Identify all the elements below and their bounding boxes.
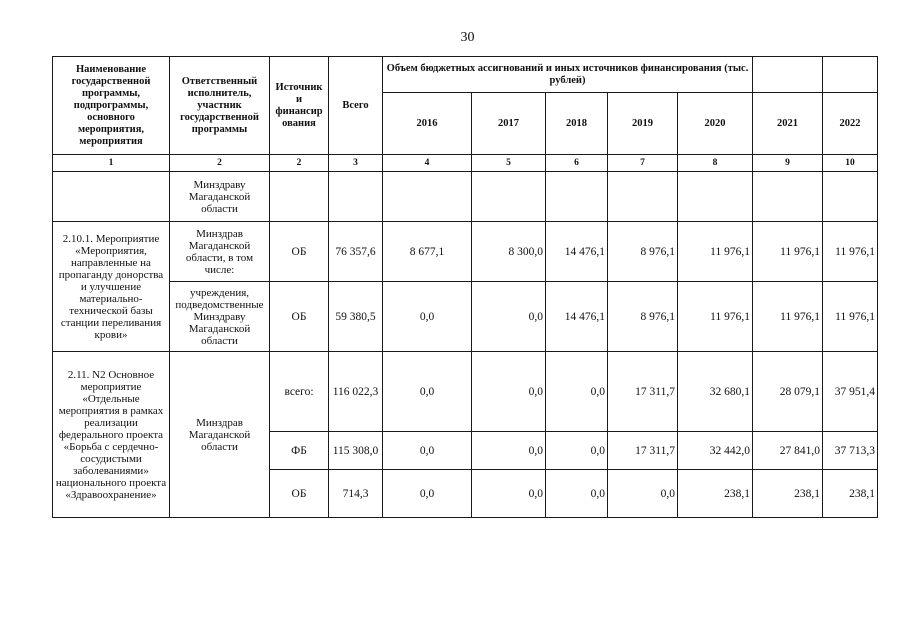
value-cell: 8 976,1	[608, 282, 678, 352]
value-cell: 37 951,4	[823, 352, 878, 432]
table-row	[53, 222, 878, 282]
column-number: 4	[383, 155, 472, 172]
cell-empty	[678, 172, 753, 222]
header-blank-9	[753, 57, 823, 93]
source-cell: ОБ	[270, 470, 329, 518]
value-cell: 11 976,1	[753, 222, 823, 282]
table-row	[53, 282, 878, 352]
cell-empty	[608, 172, 678, 222]
value-cell: 11 976,1	[753, 282, 823, 352]
header-year: 2017	[472, 93, 546, 155]
total-cell: 76 357,6	[329, 222, 383, 282]
value-cell: 14 476,1	[546, 282, 608, 352]
total-cell: 116 022,3	[329, 352, 383, 432]
value-cell: 238,1	[753, 470, 823, 518]
header-row-1	[53, 57, 878, 93]
column-number: 1	[53, 155, 170, 172]
value-cell: 238,1	[823, 470, 878, 518]
value-cell: 0,0	[472, 432, 546, 470]
value-cell: 8 300,0	[472, 222, 546, 282]
source-cell: ОБ	[270, 222, 329, 282]
value-cell: 32 680,1	[678, 352, 753, 432]
budget-table	[52, 56, 878, 518]
header-col-name: Наименование государственной программы, подпрограммы, основного мероприятия, мероприятия	[53, 57, 170, 155]
column-number: 2	[170, 155, 270, 172]
header-year: 2016	[383, 93, 472, 155]
header-blank-10	[823, 57, 878, 93]
executor-cell: Минздрав Магаданской области, в том числе:	[170, 222, 270, 282]
value-cell: 27 841,0	[753, 432, 823, 470]
cell-empty	[329, 172, 383, 222]
header-col-total: Всего	[329, 57, 383, 155]
value-cell: 8 976,1	[608, 222, 678, 282]
cell-empty	[383, 172, 472, 222]
value-cell: 28 079,1	[753, 352, 823, 432]
total-cell: 59 380,5	[329, 282, 383, 352]
cell-empty	[823, 172, 878, 222]
header-year: 2021	[753, 93, 823, 155]
executor-cell: учреждения, подведомственные Минздраву Магаданской области	[170, 282, 270, 352]
header-col-executor: Ответственный исполнитель, участник государственной программы	[170, 57, 270, 155]
value-cell: 37 713,3	[823, 432, 878, 470]
value-cell: 11 976,1	[823, 282, 878, 352]
header-year: 2022	[823, 93, 878, 155]
column-number: 3	[329, 155, 383, 172]
value-cell: 0,0	[546, 352, 608, 432]
cell-empty	[753, 172, 823, 222]
value-cell: 0,0	[383, 470, 472, 518]
table-row	[53, 352, 878, 432]
column-number: 8	[678, 155, 753, 172]
value-cell: 0,0	[472, 282, 546, 352]
source-cell: ФБ	[270, 432, 329, 470]
value-cell: 238,1	[678, 470, 753, 518]
value-cell: 0,0	[383, 282, 472, 352]
table-row	[53, 172, 878, 222]
header-col-source: Источник и финансир ования	[270, 57, 329, 155]
column-number: 6	[546, 155, 608, 172]
column-number: 7	[608, 155, 678, 172]
column-number: 5	[472, 155, 546, 172]
column-number: 10	[823, 155, 878, 172]
cell-empty	[270, 172, 329, 222]
value-cell: 0,0	[546, 470, 608, 518]
value-cell: 0,0	[472, 352, 546, 432]
value-cell: 14 476,1	[546, 222, 608, 282]
value-cell: 8 677,1	[383, 222, 472, 282]
column-number: 2	[270, 155, 329, 172]
value-cell: 0,0	[608, 470, 678, 518]
value-cell: 11 976,1	[678, 222, 753, 282]
value-cell: 0,0	[546, 432, 608, 470]
value-cell: 32 442,0	[678, 432, 753, 470]
column-number: 9	[753, 155, 823, 172]
header-group: Объем бюджетных ассигнований и иных источников финансирования (тыс. рублей)	[383, 57, 753, 93]
page-number: 30	[460, 30, 475, 45]
cell-empty	[53, 172, 170, 222]
value-cell: 0,0	[383, 432, 472, 470]
header-year: 2020	[678, 93, 753, 155]
value-cell: 11 976,1	[678, 282, 753, 352]
program-name-cell: 2.10.1. Мероприятие «Мероприятия, направленные на пропаганду донорства и улучшение материально-технической базы станции переливания крови»	[53, 222, 170, 352]
total-cell: 115 308,0	[329, 432, 383, 470]
executor-cell: Минздраву Магаданской области	[170, 172, 270, 222]
source-cell: всего:	[270, 352, 329, 432]
value-cell: 17 311,7	[608, 352, 678, 432]
program-name-cell: 2.11. N2 Основное мероприятие «Отдельные мероприятия в рамках реализации федерального проекта «Борьба с сердечно-сосудистыми заболеваниями» национального проекта «Здравоохранение»	[53, 352, 170, 518]
value-cell: 0,0	[472, 470, 546, 518]
value-cell: 11 976,1	[823, 222, 878, 282]
total-cell: 714,3	[329, 470, 383, 518]
cell-empty	[472, 172, 546, 222]
source-cell: ОБ	[270, 282, 329, 352]
value-cell: 0,0	[383, 352, 472, 432]
header-year: 2019	[608, 93, 678, 155]
cell-empty	[546, 172, 608, 222]
executor-cell: Минздрав Магаданской области	[170, 352, 270, 518]
header-year: 2018	[546, 93, 608, 155]
column-numbers-row	[53, 155, 878, 172]
value-cell: 17 311,7	[608, 432, 678, 470]
